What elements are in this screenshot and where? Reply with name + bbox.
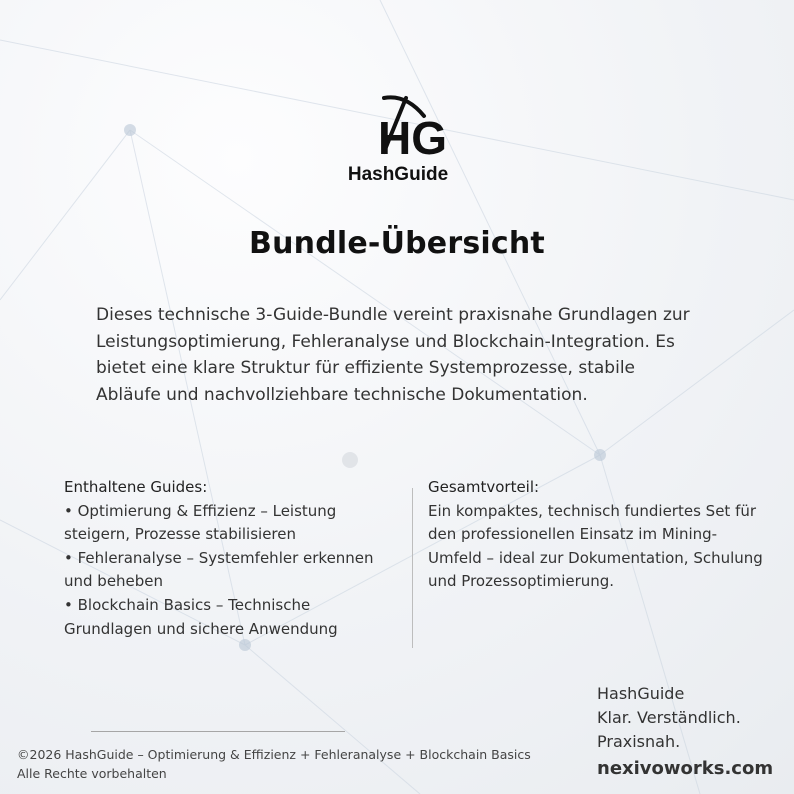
intro-paragraph: Dieses technische 3-Guide-Bundle vereint praxisnahe Grundlagen zur Leistungsoptimierung, Fehleranalyse und Blockchain-Integration. Es bietet eine klare Struktur für effiziente Systemprozesse, stabile Abläufe und nachvollziehbare technische Dokumentation. — [96, 305, 690, 405]
brand-name: HashGuide — [347, 164, 449, 185]
benefit-text: Ein kompaktes, technisch fundiertes Set für den professionellen Einsatz im Mining-Umfeld – ideal zur Dokumentation, Schulung und Prozessoptimierung. — [428, 501, 763, 591]
guide-item: • Fehleranalyse – Systemfehler erkennen und beheben — [64, 548, 374, 591]
guide-item: • Optimierung & Effizienz – Leistung steigern, Prozesse stabilisieren — [64, 501, 337, 544]
website-link[interactable]: nexivoworks.com — [597, 758, 774, 779]
brand-logo — [340, 92, 456, 188]
guide-item: • Blockchain Basics – Technische Grundlagen und sichere Anwendung — [64, 595, 338, 638]
rights-text: Alle Rechte vorbehalten — [17, 766, 167, 781]
tagline-line: Praxisnah. — [597, 732, 681, 751]
hg-monogram-logo — [358, 92, 447, 164]
guides-section — [64, 476, 399, 641]
benefit-heading: Gesamtvorteil: — [428, 478, 540, 496]
tagline — [597, 682, 741, 754]
tagline-brand: HashGuide — [597, 684, 685, 703]
benefit-section — [428, 476, 768, 594]
guides-heading: Enthaltene Guides: — [64, 478, 208, 496]
footer — [17, 745, 531, 783]
tagline-line: Klar. Verständlich. — [597, 708, 741, 727]
page-title: Bundle-Übersicht — [249, 226, 545, 261]
column-divider — [412, 488, 413, 648]
copyright-text: ©2026 HashGuide – Optimierung & Effizienz + Fehleranalyse + Blockchain Basics — [17, 747, 531, 762]
footer-divider — [91, 731, 345, 732]
logo-monogram: HG — [378, 112, 447, 164]
